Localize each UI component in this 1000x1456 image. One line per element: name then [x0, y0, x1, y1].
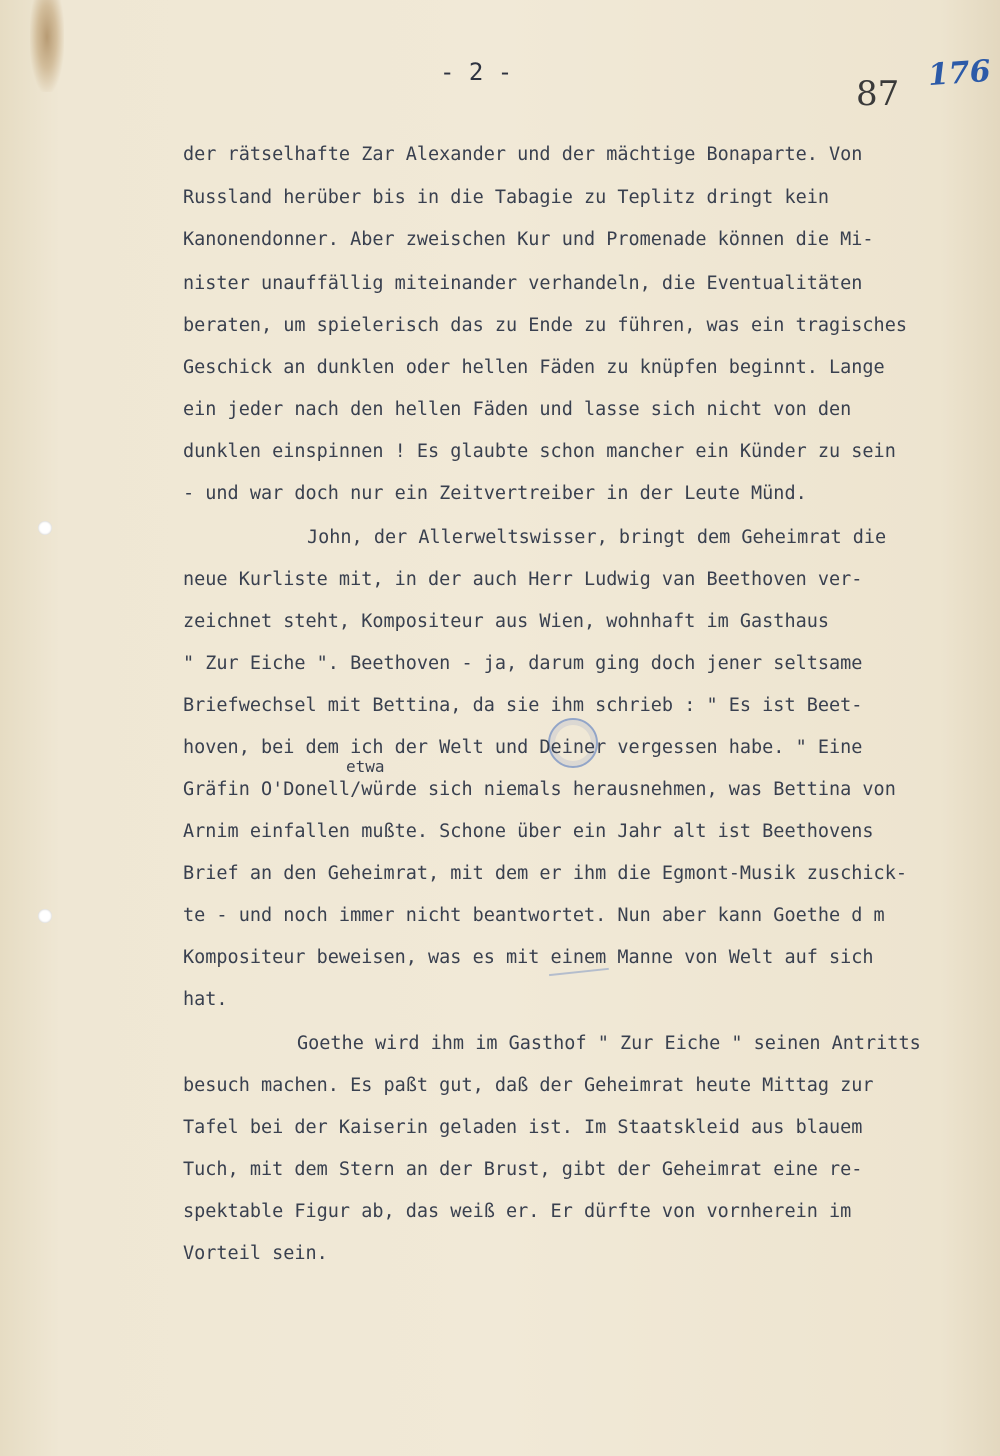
text-line: Brief an den Geheimrat, mit dem er ihm die Egmont-Musik zuschick-	[183, 863, 907, 884]
text-line: Arnim einfallen mußte. Schone über ein Jahr alt ist Beethovens	[183, 821, 874, 842]
text-line: Kanonendonner. Aber zweischen Kur und Promenade können die Mi-	[183, 229, 874, 250]
text-line: hat.	[183, 989, 228, 1010]
text-line: besuch machen. Es paßt gut, daß der Geheimrat heute Mittag zur	[183, 1075, 874, 1096]
text-line: te - und noch immer nicht beantwortet. Nun aber kann Goethe d m	[183, 905, 885, 926]
text-line: Kompositeur beweisen, was es mit einem Manne von Welt auf sich	[183, 947, 874, 968]
text-line: Gräfin O'Donell/würde sich niemals herausnehmen, was Bettina von	[183, 779, 896, 800]
text-line: zeichnet steht, Kompositeur aus Wien, wohnhaft im Gasthaus	[183, 611, 830, 632]
text-line: hoven, bei dem ich der Welt und Deiner vergessen habe. " Eine	[183, 737, 863, 758]
text-line: John, der Allerweltswisser, bringt dem Geheimrat die	[307, 527, 887, 548]
text-line: - und war doch nur ein Zeitvertreiber in der Leute Münd.	[183, 483, 807, 504]
text-line: Russland herüber bis in die Tabagie zu Teplitz dringt kein	[183, 187, 830, 208]
interlinear-insertion: etwa	[346, 757, 385, 776]
text-line: Goethe wird ihm im Gasthof " Zur Eiche " seinen Antritts	[297, 1033, 921, 1054]
text-line: Briefwechsel mit Bettina, da sie ihm schrieb : " Es ist Beet-	[183, 695, 863, 716]
text-line: Vorteil sein.	[183, 1243, 328, 1264]
text-line: beraten, um spielerisch das zu Ende zu führen, was ein tragisches	[183, 315, 907, 336]
text-line: " Zur Eiche ". Beethoven - ja, darum ging doch jener seltsame	[183, 653, 863, 674]
text-line: Tafel bei der Kaiserin geladen ist. Im Staatskleid aus blauem	[183, 1117, 863, 1138]
text-line: nister unauffällig miteinander verhandeln, die Eventualitäten	[183, 273, 863, 294]
text-line: dunklen einspinnen ! Es glaubte schon mancher ein Künder zu sein	[183, 441, 896, 462]
text-line: Geschick an dunklen oder hellen Fäden zu knüpfen beginnt. Lange	[183, 357, 885, 378]
text-line: Tuch, mit dem Stern an der Brust, gibt der Geheimrat eine re-	[183, 1159, 863, 1180]
text-line: ein jeder nach den hellen Fäden und lasse sich nicht von den	[183, 399, 852, 420]
folio-number-handwritten: 176	[926, 53, 992, 94]
text-line: neue Kurliste mit, in der auch Herr Ludwig van Beethoven ver-	[183, 569, 863, 590]
page-number: - 2 -	[440, 58, 513, 86]
text-line: der rätselhafte Zar Alexander und der mächtige Bonaparte. Von	[183, 144, 863, 165]
archive-number: 87	[856, 74, 900, 114]
text-line: spektable Figur ab, das weiß er. Er dürfte von vornherein im	[183, 1201, 852, 1222]
